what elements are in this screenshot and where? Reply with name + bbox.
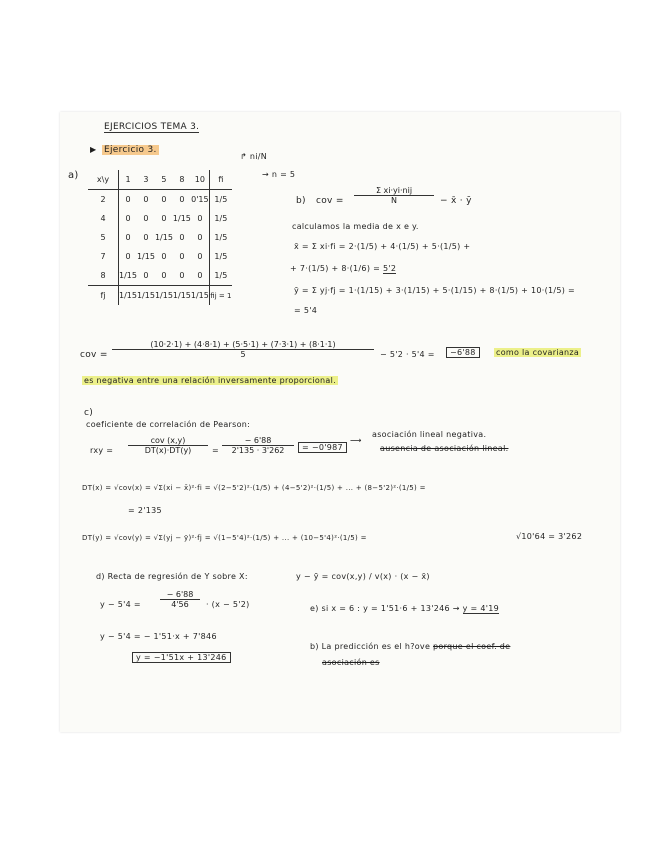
regression-line-1-lhs: y − 5'4 = (100, 600, 141, 609)
dtx-result: = 2'135 (128, 506, 162, 515)
table-cell: 0 (179, 233, 185, 242)
fj-value: 1/15 (173, 286, 191, 306)
rxy-fraction-2-numerator: − 6'88 (222, 436, 294, 446)
fi-value: 1/5 (209, 247, 232, 266)
cov-formula-numerator: Σ xi·yi·nij (354, 186, 434, 196)
rxy-fraction-1-denominator: DT(x)·DT(y) (144, 446, 192, 455)
y-header: 8 (173, 170, 191, 190)
page-title: EJERCICIOS TEMA 3. (104, 122, 200, 132)
exercise-bullet-icon: ▶ (90, 145, 97, 154)
x-value: 4 (88, 209, 119, 228)
part-d-label: d) (96, 572, 105, 581)
ybar-line-1: ȳ = Σ yj·fj = 1·(1/15) + 3·(1/15) + 5·(1/15) + 8·(1/5) + 10·(1/5) = (294, 286, 576, 295)
table-cell: 0 (143, 195, 149, 204)
cov-calc-denominator: 5 (240, 350, 246, 359)
y-header: 1 (119, 170, 137, 190)
part-b-label: b) (296, 196, 306, 206)
table-cell: 0 (143, 214, 149, 223)
fj-value: 1/15 (155, 286, 173, 306)
table-cell: 0 (197, 271, 203, 280)
rxy-lhs: rxy = (90, 446, 114, 455)
xbar-line-2: + 7·(1/5) + 8·(1/6) = 5'2 (290, 264, 397, 273)
dty-line: DT(y) = √cov(y) = √Σ(yj − ȳ)²·fj = √(1−5'4)²·(1/5) + ... + (10−5'4)²·(1/5) = (82, 534, 367, 542)
part-f-struck-2: asociación es (322, 658, 380, 667)
frequency-table (88, 170, 232, 305)
table-corner: x\y (88, 170, 119, 190)
regression-line-1-numerator: − 6'88 (160, 590, 200, 600)
rxy-fraction-1-numerator: cov (x,y) (128, 436, 208, 446)
cov-calc-fraction (112, 340, 374, 359)
pearson-title: coeficiente de correlación de Pearson: (86, 420, 251, 429)
part-c-label: c) (84, 408, 94, 418)
cov-result: −6'88 (446, 347, 480, 358)
y-header: 3 (137, 170, 155, 190)
cov-calc-numerator: (10·2·1) + (4·8·1) + (5·5·1) + (7·3·1) + (8·1·1) (112, 340, 374, 350)
part-d-title: d) Recta de regresión de Y sobre X: (96, 572, 248, 581)
regression-line-1-fraction (160, 590, 200, 609)
x-value: 2 (88, 190, 119, 210)
cov-formula-fraction (354, 186, 434, 205)
fi-value: 1/5 (209, 228, 232, 247)
part-a-label: a) (68, 170, 79, 181)
part-e-result: y = 4'19 (462, 604, 499, 613)
table-row (88, 228, 232, 247)
regression-line-1-tail: · (x − 5'2) (206, 600, 250, 609)
regression-line-1-denominator: 4'56 (171, 600, 189, 609)
xbar-line-1: x̄ = Σ xi·fi = 2·(1/5) + 4·(1/5) + 5·(1/5) + (294, 242, 471, 251)
table-row (88, 266, 232, 286)
ybar-result: = 5'4 (294, 306, 318, 315)
fij-total: fij = 1 (209, 286, 232, 306)
table-cell: 0 (125, 252, 131, 261)
table-cell: 0 (197, 233, 203, 242)
fi-value: 1/5 (209, 190, 232, 210)
table-cell: 0 (143, 233, 149, 242)
rxy-equals: = (212, 446, 220, 455)
table-cell: 0 (179, 252, 185, 261)
regression-formula: y − ȳ = cov(x,y) / v(x) · (x − x̄) (296, 572, 430, 581)
rxy-result: = −0'987 (298, 442, 347, 453)
table-cell: 1/15 (172, 214, 191, 223)
struck-association-note: ausencia de asociación lineal. (380, 444, 509, 453)
y-header: 5 (155, 170, 173, 190)
cov-formula-tail: − x̄ · ȳ (440, 196, 472, 206)
dty-result: √10'64 = 3'262 (516, 532, 583, 541)
fj-value: 1/15 (137, 286, 155, 306)
dtx-line: DT(x) = √cov(x) = √Σ(xi − x̄)²·fi = √(2−5'2)²·(1/5) + (4−5'2)²·(1/5) + ... + (8−5'2)²·(1/5) = (82, 484, 426, 492)
cov-calc-tail: − 5'2 · 5'4 = (380, 350, 435, 359)
table-cell: 0 (161, 214, 167, 223)
x-value: 8 (88, 266, 119, 286)
table-header-row (88, 170, 232, 190)
rxy-fraction-1 (128, 436, 208, 455)
fi-header: fi (209, 170, 232, 190)
table-cell: 1/15 (154, 233, 173, 242)
fj-label: fj (88, 286, 119, 306)
table-row (88, 190, 232, 210)
exercise-label: Ejercicio 3. (104, 145, 157, 155)
table-cell: 0'15 (191, 195, 209, 204)
xbar-result: 5'2 (382, 264, 397, 273)
table-footer-row (88, 286, 232, 306)
fi-value: 1/5 (209, 266, 232, 286)
x-value: 5 (88, 228, 119, 247)
rxy-fraction-2 (222, 436, 294, 455)
cov-calc-lhs: cov = (80, 350, 108, 360)
table-cell: 0 (161, 195, 167, 204)
table-cell: 0 (179, 195, 185, 204)
fj-value: 1/15 (191, 286, 209, 306)
table-row (88, 209, 232, 228)
cov-lhs: cov = (316, 196, 344, 206)
table-cell: 0 (125, 214, 131, 223)
table-cell: 0 (161, 271, 167, 280)
regression-line-2: y − 5'4 = − 1'51·x + 7'846 (100, 632, 217, 641)
fi-value: 1/5 (209, 209, 232, 228)
association-note: asociación lineal negativa. (372, 430, 487, 439)
part-f-line: b) La predicción es el h?ove porque el coef. de (310, 642, 511, 651)
fj-value: 1/15 (119, 286, 137, 306)
part-e-line: e) si x = 6 : y = 1'51·6 + 13'246 → y = 4'19 (310, 604, 499, 613)
n-equals-note: → n = 5 (262, 170, 296, 179)
y-header: 10 (191, 170, 209, 190)
cov-comment: como la covarianza (496, 348, 580, 357)
cov-formula-denominator: N (391, 196, 397, 205)
x-value: 7 (88, 247, 119, 266)
table-cell: 0 (143, 271, 149, 280)
table-cell: 0 (125, 233, 131, 242)
rxy-fraction-2-denominator: 2'135 · 3'262 (231, 446, 285, 455)
cov-conclusion: es negativa entre una relación inversamente proporcional. (84, 376, 336, 385)
mean-calc-note: calculamos la media de x e y. (292, 222, 419, 231)
table-cell: 0 (179, 271, 185, 280)
part-f-struck: porque el coef. de (433, 642, 511, 651)
table-cell: 0 (197, 252, 203, 261)
table-cell: 0 (197, 214, 203, 223)
ni-n-note: ↱ ni/N (240, 152, 268, 161)
table-cell: 1/15 (119, 271, 137, 280)
table-cell: 0 (125, 195, 131, 204)
part-e-label: e) (310, 604, 319, 613)
part-f-label: b) (310, 642, 319, 651)
table-cell: 1/15 (136, 252, 155, 261)
arrow-icon: ⟶ (350, 436, 362, 445)
regression-boxed-result: y = −1'51x + 13'246 (132, 652, 231, 663)
table-cell: 0 (161, 252, 167, 261)
table-row (88, 247, 232, 266)
